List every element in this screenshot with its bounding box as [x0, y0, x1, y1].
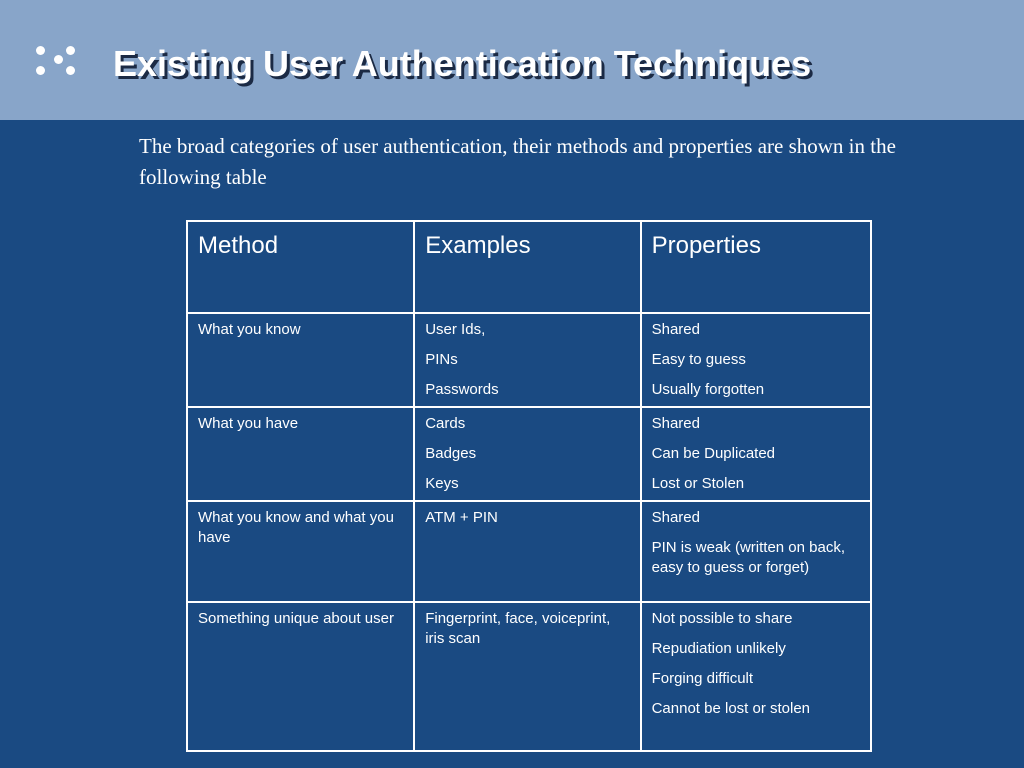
cell-text: Fingerprint, face, voiceprint, iris scan	[425, 610, 611, 647]
examples-cell	[414, 407, 640, 501]
cell-text: Keys	[425, 475, 459, 492]
properties-cell	[641, 602, 871, 751]
method-cell	[187, 501, 414, 602]
cell-text: What you have	[198, 415, 299, 432]
cell-text: PIN is weak (written on back, easy to guess or forget)	[651, 539, 845, 576]
cell-text: Shared	[651, 321, 700, 338]
properties-cell	[641, 313, 871, 407]
method-cell	[187, 407, 414, 501]
cell-text: Can be Duplicated	[651, 445, 776, 462]
examples-cell	[414, 501, 640, 602]
cell-text: Something unique about user	[198, 610, 394, 627]
cell-text: Shared	[651, 509, 700, 526]
cell-text: PINs	[425, 351, 458, 368]
examples-cell	[414, 602, 640, 751]
cell-text: Not possible to share	[651, 610, 793, 627]
table-row	[187, 407, 871, 501]
header-examples: Examples	[414, 221, 640, 313]
header-properties: Properties	[641, 221, 871, 313]
dot-cluster-icon	[32, 42, 88, 78]
properties-cell	[641, 407, 871, 501]
cell-text: Easy to guess	[651, 351, 746, 368]
table-row	[187, 602, 871, 751]
authentication-table	[186, 220, 872, 752]
table-header-row	[187, 221, 871, 313]
cell-text: Shared	[651, 415, 700, 432]
cell-text: User Ids,	[425, 321, 486, 338]
table-row	[187, 501, 871, 602]
header-method: Method	[187, 221, 414, 313]
title-bar	[0, 0, 1024, 120]
cell-text: Passwords	[425, 381, 499, 398]
cell-text: What you know and what you have	[198, 509, 394, 546]
properties-cell	[641, 501, 871, 602]
method-cell	[187, 602, 414, 751]
cell-text: Lost or Stolen	[651, 475, 745, 492]
intro-text: The broad categories of user authentication, their methods and properties are shown in the following table	[139, 134, 896, 189]
examples-cell	[414, 313, 640, 407]
cell-text: Forging difficult	[651, 670, 754, 687]
cell-text: Cards	[425, 415, 466, 432]
table-row	[187, 313, 871, 407]
method-cell	[187, 313, 414, 407]
cell-text: Repudiation unlikely	[651, 640, 786, 657]
cell-text: ATM + PIN	[425, 509, 498, 526]
cell-text: Badges	[425, 445, 477, 462]
cell-text: Usually forgotten	[651, 381, 765, 398]
slide-title: Existing User Authentication Techniques	[113, 43, 812, 84]
cell-text: Cannot be lost or stolen	[651, 700, 811, 717]
cell-text: What you know	[198, 321, 301, 338]
